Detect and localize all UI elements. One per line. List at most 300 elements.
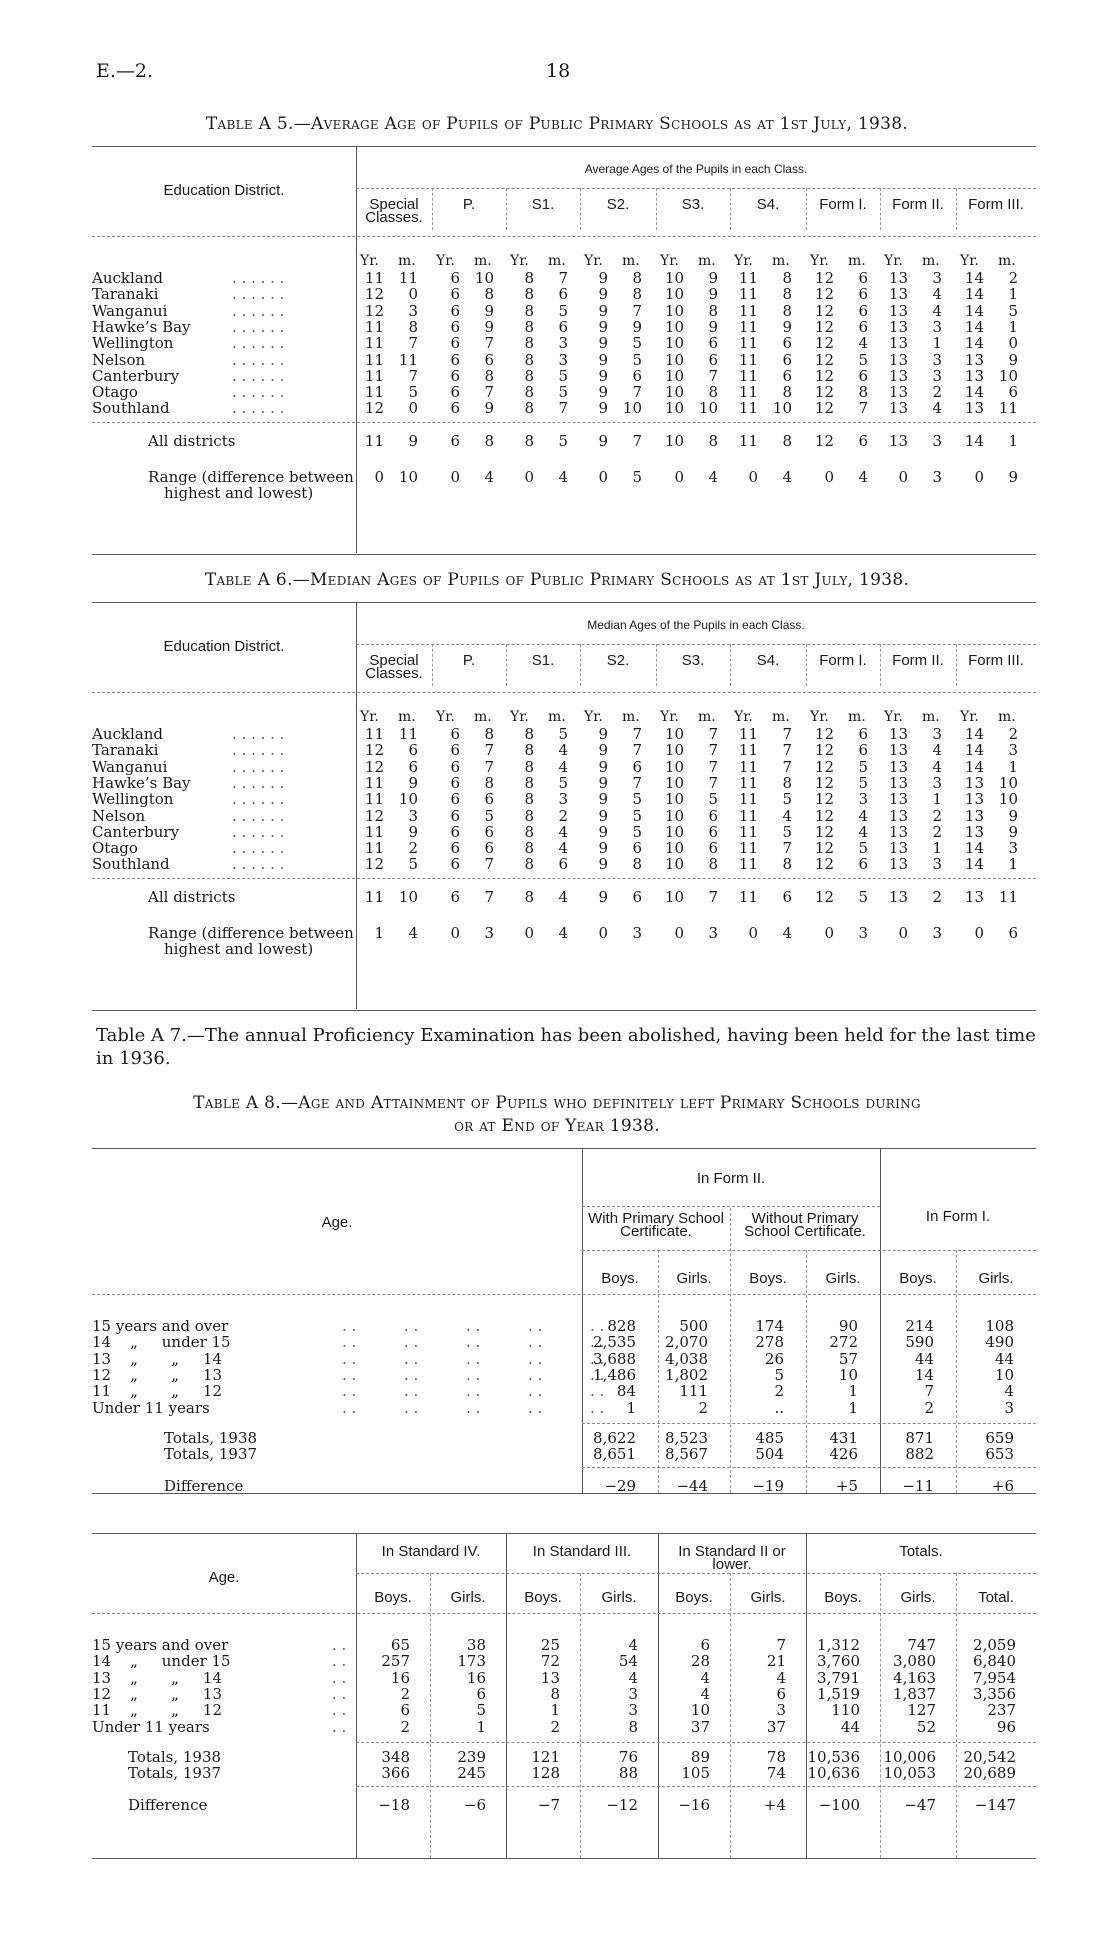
class-header: Special Classes. bbox=[365, 196, 423, 226]
value-years: 14 bbox=[964, 317, 984, 336]
rule bbox=[92, 1148, 1036, 1149]
value-months: 7 bbox=[782, 741, 792, 760]
value-cell: 74 bbox=[766, 1763, 786, 1782]
value-months: 6 bbox=[484, 839, 494, 858]
value-cell: 237 bbox=[987, 1701, 1016, 1720]
value-years: 14 bbox=[964, 334, 984, 353]
value-cell: 4 bbox=[628, 1636, 638, 1654]
value-years: 6 bbox=[450, 855, 460, 874]
unit-years: Yr. bbox=[436, 709, 455, 725]
value-cell: 245 bbox=[457, 1763, 486, 1782]
leader-dots: . . bbox=[332, 1684, 347, 1703]
leader-dots: . . . . . . bbox=[232, 399, 285, 418]
value-months: 6 bbox=[558, 855, 568, 874]
value-years: 9 bbox=[598, 773, 608, 792]
value-years: 12 bbox=[814, 887, 834, 906]
unit-years: Yr. bbox=[734, 709, 753, 725]
value-cell: 1 bbox=[476, 1717, 486, 1736]
value-years: 13 bbox=[888, 757, 908, 776]
value-years: 14 bbox=[964, 725, 984, 743]
value-months: 10 bbox=[998, 366, 1018, 385]
district-name: Nelson bbox=[92, 350, 146, 369]
value-years: 10 bbox=[664, 822, 684, 841]
district-name: Taranaki bbox=[92, 741, 159, 760]
value-cell: 10 bbox=[994, 1365, 1014, 1384]
value-months: 6 bbox=[858, 285, 868, 304]
value-months: 5 bbox=[708, 790, 718, 809]
value-cell: 10,536 bbox=[807, 1747, 860, 1766]
value-years: 10 bbox=[664, 317, 684, 336]
value-cell: 4 bbox=[1004, 1382, 1014, 1401]
value-years: 13 bbox=[888, 431, 908, 450]
leader-dots: . . . . . . bbox=[232, 350, 285, 369]
value-years: 6 bbox=[450, 301, 460, 320]
value-months: 3 bbox=[708, 923, 718, 942]
value-cell: 504 bbox=[755, 1444, 784, 1463]
value-years: 6 bbox=[450, 887, 460, 906]
value-months: 11 bbox=[398, 269, 418, 287]
value-years: 8 bbox=[524, 887, 534, 906]
age-header: Age. bbox=[208, 1569, 240, 1586]
value-years: 12 bbox=[814, 741, 834, 760]
value-months: 8 bbox=[782, 855, 792, 874]
value-years: 11 bbox=[364, 725, 384, 743]
value-years: 11 bbox=[364, 383, 384, 402]
class-header: Form II. bbox=[892, 652, 944, 669]
value-years: 6 bbox=[450, 399, 460, 418]
value-cell: 65 bbox=[390, 1636, 410, 1654]
value-cell: 6,840 bbox=[973, 1652, 1016, 1671]
unit-months: m. bbox=[474, 253, 492, 269]
value-years: 9 bbox=[598, 366, 608, 385]
value-months: 1 bbox=[1008, 285, 1018, 304]
district-header: Education District. bbox=[163, 182, 285, 199]
value-cell: 3,791 bbox=[817, 1668, 860, 1687]
value-years: 12 bbox=[364, 399, 384, 418]
value-months: 6 bbox=[408, 757, 418, 776]
value-months: 6 bbox=[1008, 923, 1018, 942]
value-months: 2 bbox=[1008, 725, 1018, 743]
form2-header: In Form II. bbox=[696, 1170, 766, 1187]
value-months: 8 bbox=[782, 301, 792, 320]
totals-1938-label: Totals, 1938 bbox=[128, 1747, 222, 1766]
value-cell: 44 bbox=[914, 1349, 934, 1368]
value-months: 5 bbox=[632, 334, 642, 353]
class-header: Special Classes. bbox=[365, 652, 423, 682]
value-cell: 84 bbox=[616, 1382, 636, 1401]
value-cell: 25 bbox=[540, 1636, 560, 1654]
unit-months: m. bbox=[548, 709, 566, 725]
rule bbox=[92, 1010, 1036, 1011]
value-years: 9 bbox=[598, 285, 608, 304]
class-header: S1. bbox=[531, 196, 555, 213]
value-years: 12 bbox=[364, 301, 384, 320]
value-months: 5 bbox=[558, 301, 568, 320]
value-years: 11 bbox=[738, 285, 758, 304]
rule bbox=[92, 1613, 1036, 1614]
unit-years: Yr. bbox=[510, 253, 529, 269]
value-years: 10 bbox=[664, 790, 684, 809]
value-years: 13 bbox=[888, 317, 908, 336]
value-months: 10 bbox=[772, 399, 792, 418]
value-years: 6 bbox=[450, 269, 460, 287]
value-cell: 3 bbox=[1004, 1398, 1014, 1417]
rule bbox=[582, 1250, 1036, 1251]
value-years: 11 bbox=[364, 269, 384, 287]
value-years: 8 bbox=[524, 725, 534, 743]
value-months: 9 bbox=[1008, 350, 1018, 369]
value-years: 12 bbox=[814, 725, 834, 743]
value-cell: 3 bbox=[628, 1701, 638, 1720]
value-cell: 214 bbox=[905, 1317, 934, 1335]
value-cell: 871 bbox=[905, 1428, 934, 1447]
age-label: 14 „ under 15 bbox=[92, 1333, 231, 1352]
value-years: 0 bbox=[674, 467, 684, 486]
leader-dots: . . . . . . bbox=[232, 773, 285, 792]
value-cell: 3 bbox=[776, 1701, 786, 1720]
value-cell: 8,567 bbox=[665, 1444, 708, 1463]
value-months: 4 bbox=[558, 757, 568, 776]
unit-years: Yr. bbox=[734, 253, 753, 269]
value-years: 1 bbox=[374, 923, 384, 942]
totals-header: Totals. bbox=[899, 1543, 943, 1560]
value-cell: 90 bbox=[838, 1317, 858, 1335]
value-months: 9 bbox=[408, 431, 418, 450]
value-cell: 239 bbox=[457, 1747, 486, 1766]
leader-dots: . . . . . . bbox=[232, 839, 285, 858]
value-cell: 1,519 bbox=[817, 1684, 860, 1703]
value-months: 2 bbox=[932, 887, 942, 906]
value-cell: 1,486 bbox=[593, 1365, 636, 1384]
value-cell: 7 bbox=[776, 1636, 786, 1654]
value-cell: 4,038 bbox=[665, 1349, 708, 1368]
value-cell: 3 bbox=[628, 1684, 638, 1703]
value-months: 8 bbox=[484, 366, 494, 385]
table-a8-title-line1: Table A 8.—Age and Attainment of Pupils who definitely left Primary Schools during bbox=[193, 1093, 921, 1113]
value-years: 12 bbox=[814, 350, 834, 369]
value-cell: 7,954 bbox=[973, 1668, 1016, 1687]
value-years: 13 bbox=[964, 773, 984, 792]
value-months: 8 bbox=[782, 269, 792, 287]
value-months: 10 bbox=[474, 269, 494, 287]
age-label: 15 years and over bbox=[92, 1317, 229, 1335]
value-cell: 1 bbox=[626, 1398, 636, 1417]
value-months: 2 bbox=[932, 383, 942, 402]
unit-years: Yr. bbox=[810, 253, 829, 269]
value-years: 13 bbox=[888, 334, 908, 353]
rule bbox=[356, 188, 1036, 189]
leader-dots: . . . . . . bbox=[232, 806, 285, 825]
value-months: 5 bbox=[782, 822, 792, 841]
value-years: 9 bbox=[598, 790, 608, 809]
value-months: 8 bbox=[782, 285, 792, 304]
value-cell: 257 bbox=[381, 1652, 410, 1671]
sub-header: Girls. bbox=[450, 1589, 486, 1606]
value-months: 7 bbox=[708, 773, 718, 792]
value-months: 6 bbox=[708, 806, 718, 825]
value-months: 7 bbox=[484, 334, 494, 353]
value-months: 6 bbox=[484, 822, 494, 841]
rule bbox=[356, 1786, 1036, 1787]
value-months: 5 bbox=[408, 383, 418, 402]
rule bbox=[356, 644, 1036, 645]
leader-dots: . . . . . . bbox=[232, 725, 285, 743]
value-cell: 8,523 bbox=[665, 1428, 708, 1447]
unit-months: m. bbox=[398, 253, 416, 269]
value-cell: 10,636 bbox=[807, 1763, 860, 1782]
value-years: 8 bbox=[524, 301, 534, 320]
value-months: 6 bbox=[858, 855, 868, 874]
age-label: 13 „ „ 14 bbox=[92, 1668, 223, 1687]
value-years: 13 bbox=[964, 350, 984, 369]
value-months: 7 bbox=[632, 431, 642, 450]
class-header: S3. bbox=[681, 652, 705, 669]
value-years: 9 bbox=[598, 350, 608, 369]
value-years: 13 bbox=[888, 399, 908, 418]
table-a6-title: Table A 6.—Median Ages of Pupils of Public Primary Schools as at 1st July, 1938. bbox=[204, 570, 910, 590]
value-cell: 10 bbox=[838, 1365, 858, 1384]
value-years: 11 bbox=[738, 431, 758, 450]
value-months: 1 bbox=[1008, 757, 1018, 776]
value-years: 6 bbox=[450, 431, 460, 450]
leader-dots: . . bbox=[332, 1636, 347, 1654]
age-label: 13 „ „ 14 bbox=[92, 1349, 223, 1368]
value-years: 0 bbox=[748, 923, 758, 942]
unit-years: Yr. bbox=[660, 709, 679, 725]
value-years: 13 bbox=[888, 855, 908, 874]
unit-years: Yr. bbox=[360, 253, 379, 269]
value-years: 0 bbox=[450, 923, 460, 942]
class-header: S4. bbox=[756, 196, 780, 213]
value-months: 11 bbox=[998, 399, 1018, 418]
value-months: 7 bbox=[408, 366, 418, 385]
value-months: 1 bbox=[932, 790, 942, 809]
value-years: 12 bbox=[814, 839, 834, 858]
value-years: 6 bbox=[450, 741, 460, 760]
class-header: P. bbox=[462, 196, 476, 213]
value-months: 9 bbox=[708, 269, 718, 287]
leader-dots: . . bbox=[332, 1717, 347, 1736]
value-months: 2 bbox=[932, 806, 942, 825]
value-years: 13 bbox=[888, 741, 908, 760]
value-years: 9 bbox=[598, 757, 608, 776]
value-months: 8 bbox=[708, 301, 718, 320]
unit-years: Yr. bbox=[510, 709, 529, 725]
value-cell: 3,080 bbox=[893, 1652, 936, 1671]
rule bbox=[92, 692, 1036, 693]
value-years: 6 bbox=[450, 806, 460, 825]
value-years: 12 bbox=[364, 855, 384, 874]
value-years: 13 bbox=[888, 350, 908, 369]
totals-1937-label: Totals, 1937 bbox=[164, 1444, 258, 1463]
value-cell: 4 bbox=[776, 1668, 786, 1687]
class-header: P. bbox=[462, 652, 476, 669]
unit-months: m. bbox=[922, 709, 940, 725]
value-years: 0 bbox=[598, 923, 608, 942]
value-months: 6 bbox=[632, 839, 642, 858]
value-months: 7 bbox=[632, 741, 642, 760]
value-months: 7 bbox=[484, 383, 494, 402]
unit-years: Yr. bbox=[584, 253, 603, 269]
value-years: 0 bbox=[748, 467, 758, 486]
value-years: 13 bbox=[964, 887, 984, 906]
value-months: 0 bbox=[408, 399, 418, 418]
value-months: 4 bbox=[558, 887, 568, 906]
value-years: 0 bbox=[824, 467, 834, 486]
value-cell: 96 bbox=[996, 1717, 1016, 1736]
value-years: 11 bbox=[364, 334, 384, 353]
value-months: 8 bbox=[708, 855, 718, 874]
value-cell: 653 bbox=[985, 1444, 1014, 1463]
district-name: Canterbury bbox=[92, 366, 180, 385]
value-years: 13 bbox=[888, 301, 908, 320]
value-cell: +4 bbox=[763, 1795, 786, 1814]
value-cell: 5 bbox=[476, 1701, 486, 1720]
value-months: 3 bbox=[632, 923, 642, 942]
value-years: 11 bbox=[738, 839, 758, 858]
value-months: 3 bbox=[1008, 839, 1018, 858]
value-years: 10 bbox=[664, 757, 684, 776]
value-months: 5 bbox=[632, 467, 642, 486]
value-months: 5 bbox=[632, 350, 642, 369]
value-years: 6 bbox=[450, 317, 460, 336]
value-years: 11 bbox=[364, 790, 384, 809]
unit-months: m. bbox=[998, 253, 1016, 269]
unit-months: m. bbox=[622, 253, 640, 269]
value-months: 8 bbox=[484, 431, 494, 450]
value-years: 10 bbox=[664, 399, 684, 418]
rule bbox=[92, 422, 1036, 423]
value-months: 9 bbox=[1008, 806, 1018, 825]
value-years: 8 bbox=[524, 773, 534, 792]
page-number: 18 bbox=[546, 60, 571, 82]
totals-1937-label: Totals, 1937 bbox=[128, 1763, 222, 1782]
unit-years: Yr. bbox=[884, 253, 903, 269]
value-months: 2 bbox=[558, 806, 568, 825]
value-months: 3 bbox=[558, 334, 568, 353]
age-label: Under 11 years bbox=[92, 1398, 210, 1417]
class-header: S1. bbox=[531, 652, 555, 669]
age-label: Under 11 years bbox=[92, 1717, 210, 1736]
value-months: 5 bbox=[632, 806, 642, 825]
value-cell: 431 bbox=[829, 1428, 858, 1447]
value-years: 11 bbox=[364, 822, 384, 841]
value-months: 6 bbox=[858, 317, 868, 336]
leader-dots: . . . . . . bbox=[232, 383, 285, 402]
value-months: 9 bbox=[408, 773, 418, 792]
value-years: 11 bbox=[364, 839, 384, 858]
leader-dots: . . . . . . bbox=[232, 301, 285, 320]
std3-header: In Standard III. bbox=[532, 1543, 632, 1560]
value-cell: 2 bbox=[400, 1717, 410, 1736]
std2-header: In Standard II or lower. bbox=[678, 1543, 786, 1573]
value-years: 6 bbox=[450, 383, 460, 402]
rule bbox=[356, 1573, 1036, 1574]
value-cell: 128 bbox=[531, 1763, 560, 1782]
value-months: 5 bbox=[858, 887, 868, 906]
value-cell: 38 bbox=[466, 1636, 486, 1654]
all-districts-label: All districts bbox=[148, 431, 236, 450]
value-months: 4 bbox=[558, 839, 568, 858]
value-months: 6 bbox=[408, 741, 418, 760]
value-months: 4 bbox=[558, 822, 568, 841]
value-months: 5 bbox=[858, 350, 868, 369]
totals-1938-label: Totals, 1938 bbox=[164, 1428, 258, 1447]
value-cell: 348 bbox=[381, 1747, 410, 1766]
value-months: 6 bbox=[858, 366, 868, 385]
leader-dots: . . . . . . . . . . bbox=[342, 1398, 605, 1417]
value-years: 14 bbox=[964, 741, 984, 760]
value-cell: 278 bbox=[755, 1333, 784, 1352]
value-months: 9 bbox=[782, 317, 792, 336]
value-years: 10 bbox=[664, 269, 684, 287]
value-years: 12 bbox=[364, 285, 384, 304]
sub-header: Boys. bbox=[749, 1270, 787, 1287]
value-years: 12 bbox=[364, 806, 384, 825]
value-months: 7 bbox=[558, 399, 568, 418]
value-months: 4 bbox=[558, 467, 568, 486]
sub-header: Girls. bbox=[978, 1270, 1014, 1287]
value-years: 13 bbox=[888, 887, 908, 906]
district-name: Southland bbox=[92, 855, 170, 874]
value-months: 9 bbox=[632, 317, 642, 336]
district-name: Southland bbox=[92, 399, 170, 418]
value-months: 7 bbox=[484, 887, 494, 906]
value-months: 7 bbox=[782, 725, 792, 743]
age-label: 12 „ „ 13 bbox=[92, 1684, 223, 1703]
value-months: 4 bbox=[858, 467, 868, 486]
value-cell: 121 bbox=[531, 1747, 560, 1766]
value-years: 8 bbox=[524, 741, 534, 760]
leader-dots: . . . . . . . . . . bbox=[342, 1365, 605, 1384]
value-months: 3 bbox=[858, 923, 868, 942]
value-cell: 76 bbox=[618, 1747, 638, 1766]
value-years: 8 bbox=[524, 431, 534, 450]
value-months: 8 bbox=[632, 855, 642, 874]
value-cell: 2 bbox=[924, 1398, 934, 1417]
age-label: 12 „ „ 13 bbox=[92, 1365, 223, 1384]
value-months: 4 bbox=[708, 467, 718, 486]
value-years: 6 bbox=[450, 790, 460, 809]
value-months: 6 bbox=[1008, 383, 1018, 402]
value-cell: 57 bbox=[838, 1349, 858, 1368]
value-months: 6 bbox=[782, 334, 792, 353]
leader-dots: . . bbox=[332, 1652, 347, 1671]
value-cell: 6 bbox=[476, 1684, 486, 1703]
value-years: 13 bbox=[888, 269, 908, 287]
value-months: 6 bbox=[858, 431, 868, 450]
value-months: 6 bbox=[558, 317, 568, 336]
value-months: 3 bbox=[1008, 741, 1018, 760]
value-years: 9 bbox=[598, 855, 608, 874]
value-cell: −19 bbox=[752, 1476, 784, 1495]
value-months: 1 bbox=[932, 334, 942, 353]
rule bbox=[92, 1858, 1036, 1859]
value-months: 6 bbox=[558, 285, 568, 304]
value-months: 8 bbox=[782, 773, 792, 792]
value-years: 11 bbox=[738, 887, 758, 906]
value-cell: 3,760 bbox=[817, 1652, 860, 1671]
value-years: 6 bbox=[450, 285, 460, 304]
value-years: 14 bbox=[964, 269, 984, 287]
leader-dots: . . . . . . bbox=[232, 855, 285, 874]
value-months: 2 bbox=[408, 839, 418, 858]
value-years: 9 bbox=[598, 383, 608, 402]
leader-dots: . . . . . . . . . . bbox=[342, 1349, 605, 1368]
value-cell: 16 bbox=[390, 1668, 410, 1687]
range-label-line1: Range (difference between bbox=[148, 467, 354, 486]
value-months: 3 bbox=[484, 923, 494, 942]
